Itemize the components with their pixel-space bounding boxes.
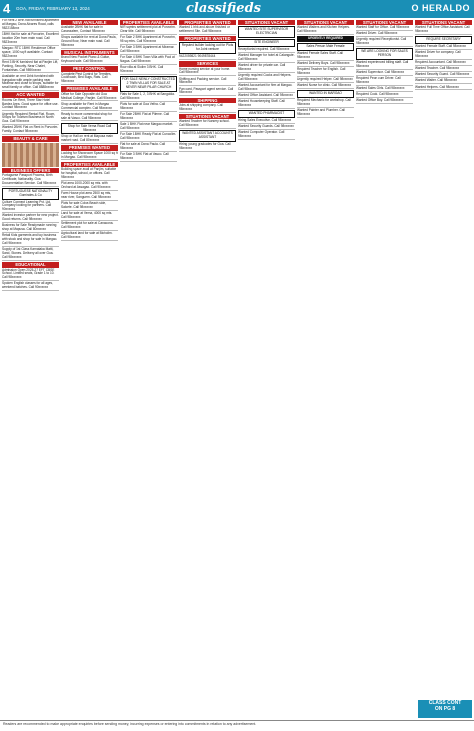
classified-ad: Urgently required Receptionist. Call 98xxxxxx — [356, 38, 413, 47]
classified-ad: Admission Open 2025-27 EFT CBSE School. Limited seats, Grade 1 to 10. Call 98xxxxxx — [2, 269, 59, 282]
category-header: SITUATIONS VACANT — [356, 20, 413, 25]
boxed-ad: WANTED SITE SUPERVISOR ELECTRICIAN — [238, 26, 295, 38]
classified-ad: For Sale 4 BHK Town Villa with Pool at Nagoa. Call 98xxxxxx — [120, 56, 177, 65]
category-header: EDUCATIONAL — [2, 262, 59, 267]
column-1 — [2, 19, 59, 719]
classified-ad: Flats for Sale 1, 2, 3 BHK at Sangolda. Call 98xxxxxx — [120, 93, 177, 102]
category-header: PREMISES AVAILABLE — [61, 86, 118, 91]
classified-ad: Row villa at Siolim 3 BHK. Call 90xxxxxx — [120, 66, 177, 75]
classified-ad: Flat for sale at Dona Paula. Call 98xxxxxx — [120, 143, 177, 152]
classified-ad: Wanted Helpers. Call 98xxxxxx — [415, 86, 472, 91]
classified-ad: Wanted experienced billing staff. Call 98xxxxxx — [356, 61, 413, 70]
classified-ad: Settlement plot for sale at Canacona. Call 98xxxxxx — [61, 222, 118, 231]
classified-ad: Wanted Female Sales Staff. Call 98xxxxxx — [297, 52, 354, 61]
classified-ad: Required Teacher for English. Call 98xxxxxx — [297, 68, 354, 77]
classified-ad: Office for Sale Opposite old Goa Medical College, Panjim. Call 90xxxxxx — [61, 91, 117, 100]
category-header: PROPERTIES WANTED — [179, 20, 236, 25]
classified-ad: Rent 3 BHK furnished flat at Panjim Lift, Parking, Security. Near Chalet, Fontainhas. Call 9890xxxxx — [2, 59, 59, 72]
classified-ad: Wanted driver for private car. Call 98xxxxxx — [238, 64, 295, 73]
category-header: SITUATIONS VACANT — [297, 20, 354, 25]
classified-ad: Wanted Teacher for Nursery school. Call 98xxxxxx — [179, 120, 236, 129]
boxed-ad: WANTED IN MARGAO — [297, 90, 354, 98]
classified-ad: Plot area 1000-2000 sq mts. with Orchard at Assagao. Call 90xxxxxx — [61, 182, 118, 191]
classified-ad: Business for Sale Readymade running shop at Mapusa. Call 80xxxxxx — [2, 224, 59, 233]
boxed-ad: REQUIRE SECRETARY — [415, 36, 472, 44]
boxed-ad: SITE ENGINEER — [238, 39, 295, 47]
classified-ad: Wanted Office Boy. Call 98xxxxxx — [356, 99, 413, 104]
footer-disclaimer: Readers are recommended to make appropriate enquiries before sending money, incurring expenses or entering into commitments in relation to any advertisement. — [0, 720, 474, 731]
classified-ad: Wanted Delivery Boys. Call 98xxxxxx — [297, 62, 354, 67]
classified-ad: NIR sqmtrs settlement plot at Porvorim. Clear title. Call 98xxxxxx — [120, 25, 176, 34]
classified-ad: Wanted Driver for company. Call 98xxxxxx — [415, 51, 472, 60]
ad-photo — [2, 143, 59, 167]
section-title: classifieds — [186, 1, 261, 16]
classified-ad: Receptionist required. Call 98xxxxxx — [238, 48, 295, 53]
classifieds-grid — [2, 19, 472, 719]
boxed-ad: PORTUGUESE NATIONALITY Gomindes & Co — [2, 188, 59, 200]
classified-ad: Required Cook. Call 98xxxxxx — [356, 93, 413, 98]
classified-ad: Available on rent 1bhk furnished with bungalow with ample parking near Miramar and close to shops, suitable for small family or office. Call 8888xxxxx — [2, 73, 59, 90]
classified-ad: Plots for sale at Goa Velha. Call 98xxxxxx — [120, 103, 177, 112]
column-2 — [61, 19, 118, 719]
classified-ad: For Sale 1BHK Ready Flat at Cuncolim. Call 98xxxxxx — [120, 131, 177, 140]
classified-ad: Retail Kids garments and toy business with stock and shop for sale in Margao. Call 96xxxxxx — [2, 233, 58, 246]
classified-ad: Pan card, Passport agent service. Call 98xxxxxx — [179, 88, 236, 97]
edition-date: GOA, FRIDAY, FEBRUARY 13, 2024 — [16, 6, 90, 11]
classified-ad: Wanted Driver. Call 98xxxxxx — [356, 32, 413, 37]
category-header: SITUATIONS VACANT — [238, 20, 295, 25]
classified-ad: Wanted Manager for hotel at Calangute. Call 98xxxxxx — [238, 53, 295, 61]
brand-logo: O HERALDO — [411, 3, 470, 13]
classified-ad: Shifting and Packing service. Call 98xxxxxx — [179, 78, 236, 87]
boxed-ad: WANTED PHARMACIST — [238, 110, 295, 118]
boxed-ad: WANTED ASSISTANT ACCOUNTS ASSISTANT — [179, 130, 236, 142]
category-header: MUSICAL INSTRUMENTS — [61, 50, 118, 55]
classified-ad: Wanted Office Assistant. Call 98xxxxxx — [238, 94, 295, 99]
classified-ad: Wanted Waiters and Kitchen Helpers. Call 98xxxxxx — [297, 26, 354, 35]
classified-ad: Home nursing service at your home. Call 98xxxxxx — [179, 68, 236, 77]
classified-ad: Wanted Nurse for clinic. Call 98xxxxxx — [297, 84, 354, 89]
category-header: PROPERTIES WANTED — [179, 36, 236, 41]
classified-ad: Wanted Female Staff. Call 98xxxxxx — [415, 45, 472, 50]
classified-ad: For Sale 2BHK Flat at Pilerne. Call 98xxxxxx — [120, 113, 177, 122]
category-header: SERVICES — [179, 61, 236, 66]
column-7 — [356, 19, 413, 719]
classified-ad: Wanted 2BHK Flat on Rent in Porvorim. Family. Contact 98xxxxxx — [2, 125, 59, 134]
classified-ad: Land for sale at Verna, 4000 sq mts. Call 98xxxxxx — [61, 212, 118, 221]
classified-ad: Wanted Full Time Office Assistant. Call 98xxxxxx — [415, 26, 472, 35]
classified-ad: Urgently required Helper. Call 98xxxxxx — [297, 77, 353, 82]
classified-ad: Rooms On Rent, Three Star Hotel Bardez Area. Good space for office use. Contact 98xxxxxx — [2, 97, 59, 110]
classified-ad: Spoken English classes for all ages, weekend batches. Call 90xxxxxx — [2, 282, 59, 291]
classified-ad: Wanted Supervisor. Call 98xxxxxx — [356, 71, 413, 76]
class-cont-line2: ON PG 8 — [434, 706, 456, 712]
classified-ad: Building space avail at Panjim, suitable for hospital, school, or offices. Call 98xxxxxx — [61, 166, 117, 179]
classified-ad: Available 2BHK flat for sale in Caranzalem, Contact 98xxxxxx — [61, 26, 118, 35]
classified-ad: Brand New Pocket Piano & Guitar, Keyboard sale. Call 98xxxxxx — [61, 56, 118, 65]
classified-ad: Hiring Sales Executive. Call 98xxxxxx — [238, 119, 295, 124]
category-header: PEST CONTROL — [61, 66, 118, 71]
classified-ad: Plots for sale Colva Beach side, Salcete. Call 98xxxxxx — [61, 202, 118, 211]
column-3 — [120, 19, 177, 719]
classified-ad: Complete Pest Control for Termites, Cockroach, Bed Bugs, Rats. Call 98xxxxxx — [61, 73, 118, 86]
category-header: SITUATIONS VACANT — [179, 114, 236, 119]
classified-ad: Ready to move commercial shop for sale at Vasco. Call 98xxxxxx — [61, 113, 118, 122]
category-header: PREMISES WANTED — [61, 145, 118, 150]
classified-ad: Wanted Teacher. Call 98xxxxxx — [415, 67, 472, 72]
classified-ad: Shops available for rent at Dona Paula, Ground floor, Near main road. Call 98xxxxxx — [61, 35, 117, 48]
classified-ad: Portuguese Passport Process, Birth Certificate, Nationality. Goa Documentation Service. Call 98xxxxxx — [2, 174, 59, 187]
classified-ad: Shop available for Rent in Margao Commercial complex. Call 98xxxxxx — [61, 103, 118, 112]
classified-ad: For Sale 3 BHK Flat at Vasco. Call 98xxxxxx — [120, 153, 177, 162]
classified-ad: Supply of 1st Class Karnataka Matti, Sand, Stones. Delivery all over Goa. Call 98xxxxxx — [2, 248, 59, 261]
classified-ad: Required Mechanic for workshop. Call 98xxxxxx — [297, 99, 354, 108]
boxed-ad: WE ARE LOOKING FOR SALES PERSON — [356, 48, 413, 60]
category-header: NEW AVAILABLE — [61, 20, 118, 25]
category-header: BUSINESS OFFERS — [2, 168, 59, 173]
column-6 — [297, 19, 354, 719]
boxed-ad: Sales Person Male Female — [297, 43, 354, 51]
classified-ad: 1BHK flat for sale at Porvorim, Excellent location 20m from main road. Call 9823xxxxx — [2, 31, 59, 44]
classified-ad: Wanted Staff for Office. Call 98xxxxxx — [356, 26, 413, 31]
classified-ad: Wanted Waiter. Call 98xxxxxx — [415, 79, 472, 84]
classified-ad: Wanted Accountant for firm at Margao. Call 98xxxxxx — [238, 84, 295, 93]
classified-ad: Agricultural land for sale at Bicholim. Call 98xxxxxx — [61, 232, 118, 241]
classified-ad: Wanted Painter and Plumber. Call 98xxxxxx — [297, 109, 354, 118]
classified-ad: Wanted 1 bhk and above finished or settlement Site. Call 98xxxxxx — [179, 26, 236, 35]
classified-ad: Sale 1 BHK Flat near Margao market. Call 98xxxxxx — [120, 123, 177, 132]
column-4 — [179, 19, 236, 719]
classified-ad: Required Peon cum Driver. Call 98xxxxxx — [356, 77, 413, 86]
page-number: 4 — [3, 1, 11, 16]
classified-ad: For Sale 3 BHK Apartment at Miramar. Call 98xxxxxx — [120, 46, 177, 55]
classified-ad: Farm House plot area 2500 sq mts, near river, Sanguem. Call 98xxxxxx — [61, 192, 118, 201]
classified-ad: Wanted investor partner for new project. Good returns. Call 98xxxxxx — [2, 213, 59, 222]
classified-ad: For Sale 2 BHK Apartment at Porvorim, 95 sq mtrs. Call 90xxxxxx — [120, 35, 176, 44]
column-5 — [238, 19, 295, 719]
class-continued-box — [418, 700, 472, 718]
classified-ad: Looking for Showroom Space 1000 sq ft in Margao. Call 98xxxxxx — [61, 150, 118, 159]
category-header: PROPERTIES AVAILABLE — [120, 20, 177, 25]
classified-ad: 9422059821 9049878444 — [179, 55, 236, 60]
class-cont-line1: CLASS CONT — [428, 700, 462, 706]
category-header: PROPERTIES AVAILABLE — [61, 162, 118, 167]
classified-ad: Culture Connect Learning Pvt. Ltd. Company looking for partners. Call 90xxxxxx — [2, 201, 59, 214]
highlight-banner: URGENTLY REQUIRED — [297, 36, 354, 42]
classified-ad: Wanted Security Guard. Call 98xxxxxx — [415, 73, 472, 78]
masthead — [0, 0, 474, 18]
classified-ad: Hiring young graduates for Goa. Call 98xxxxxx — [179, 143, 236, 152]
boxed-ad: FOR SALE NEWLY CONSTRUCTED 2 TWIN VILLAS FOR SALE AT NEVER NEAR PILAR CHURCH — [120, 76, 177, 92]
classified-ad: Wanted Sales Girls. Call 98xxxxxx — [356, 87, 413, 92]
category-header: SHIPPING — [179, 98, 236, 103]
classified-ad: Jobs at shipping company. Call 98xxxxxx — [179, 104, 236, 113]
classified-ad: Urgently required Cooks and Helpers. Call 98xxxxxx — [238, 74, 295, 83]
classified-ad: Required Accountant. Call 98xxxxxx — [415, 61, 472, 66]
boxed-ad: Reputed builder looking out for Plots for Joint venture — [179, 42, 236, 54]
category-header: ACC WANTED — [2, 92, 59, 97]
classified-ad: Wanted Computer Operator. Call 98xxxxxx — [238, 131, 295, 140]
classified-ad: Shop or Hall on rent at Mapusa main market road. Call 80xxxxxx — [61, 135, 118, 144]
category-header: BEAUTY & CARE — [2, 136, 59, 141]
classified-ad: Urgently Required Rental Flat, Room, Shops for Tourism Business in North Goa. Call 90xxxxxx — [2, 113, 59, 126]
category-header: SITUATIONS VACANT — [415, 20, 472, 25]
column-8 — [415, 19, 472, 719]
boxed-ad: Shop for Sale Verna Road Call 98xxxxxx — [61, 123, 118, 135]
classified-ad: For Rent 2 BHK flat furnished apartment at Margao, Dona Alvares Road, calls 9822158xxx — [2, 19, 59, 30]
classified-ad: Wanted Security Guards. Call 98xxxxxx — [238, 124, 294, 129]
classified-ad: Margao: RTC 1BHK Residence Office space, 1000 sq ft available. Contact 9822xxxxx — [2, 47, 59, 60]
classified-ad: Wanted Housekeeping Staff. Call 98xxxxxx — [238, 100, 295, 109]
